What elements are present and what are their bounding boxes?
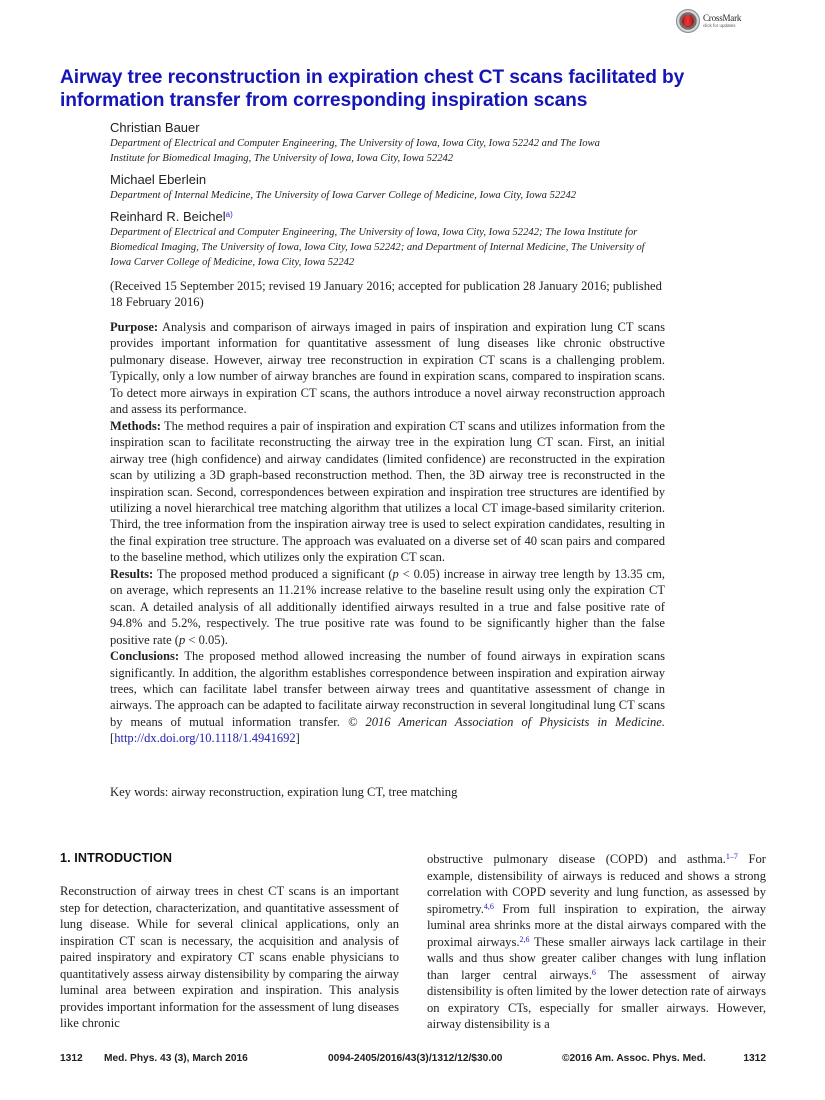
- results-text: < 0.05).: [185, 632, 228, 647]
- p-value-symbol: p: [178, 632, 186, 647]
- author-name: Michael Eberlein: [110, 172, 207, 187]
- citation-link[interactable]: 1–7: [725, 852, 738, 861]
- page-number-right: 1312: [743, 1053, 766, 1064]
- journal-citation: Med. Phys. 43 (3), March 2016: [104, 1053, 248, 1064]
- author-entry: [110, 172, 690, 203]
- author-name: Reinhard R. Beichel: [110, 209, 226, 224]
- author-name-with-footnote: [110, 209, 690, 225]
- author-entry: [110, 120, 690, 166]
- results-label: Results:: [110, 566, 154, 581]
- p-value-symbol: p: [392, 566, 399, 581]
- results-text: < 0.05) increase in airway tree length by 13.35 cm, on average, which represents an 11.21% increase relative to the baseline result using only the expiration CT scan. A detailed analysis of all additionally identified airways resulted in a true and false positive rate of 94.8% and 5.2%, respectively. The true positive rate was found to be significantly higher than the false positive rate (: [110, 566, 665, 647]
- author-list: [110, 120, 690, 276]
- body-column-left: [60, 883, 399, 1032]
- methods-text: The method requires a pair of inspiration and expiration CT scans and utilizes information from the inspiration scan to facilitate reconstructing the airway tree in the expiration lung CT scan. First, an initial airway tree (high confidence) and airway candidates (limited confidence) are reconstructed in the expiration scan by utilizing a 3D graph-based reconstruction method. Then, the 3D airway tree is reconstructed in the inspiration scan. Second, correspondences between expiration and inspiration tree structures are identified by utilizing a novel hierarchical tree matching algorithm that utilizes a local CT image-based similarity criterion. Third, the tree information from the inspiration airway tree is used to select expiration candidates, resulting in the final expiration tree structure. The approach was evaluated on a diverse set of 40 scan pairs and compared to the baseline method, which utilizes only the expiration CT scan.: [110, 418, 665, 565]
- section-heading-introduction: 1. INTRODUCTION: [60, 851, 173, 865]
- author-affiliation: Department of Electrical and Computer Engineering, The University of Iowa, Iowa City, Iowa 52242 and The Iowa Institute for Biomedical Imaging, The University of Iowa, Iowa City, Iowa 52242: [110, 138, 600, 164]
- abstract-results: [110, 566, 665, 648]
- purpose-label: Purpose:: [110, 320, 159, 334]
- page-number-left: 1312: [60, 1053, 83, 1064]
- results-text: The proposed method produced a significant (: [156, 566, 393, 581]
- paper-title: Airway tree reconstruction in expiration chest CT scans facilitated by information transfer from corresponding inspiration scans: [60, 67, 685, 111]
- citation-link[interactable]: 6: [591, 967, 596, 977]
- sentence: These smaller airways lack cartilage in their walls and thus show greater caliber changes with lung inflation than larger central airways.: [427, 934, 766, 982]
- author-affiliation: Department of Internal Medicine, The University of Iowa Carver College of Medicine, Iowa City, Iowa 52242: [110, 190, 577, 201]
- sentence: obstructive pulmonary disease (COPD) and asthma.: [427, 852, 726, 866]
- methods-label: Methods:: [110, 418, 161, 433]
- crossmark-subtitle: click for updates: [703, 22, 736, 28]
- paragraph: [427, 851, 766, 1033]
- sentence: The assessment of airway distensibility is often limited by the lower detection rate of airways on expiratory CTs, especially for smaller airways. However, airway distensibility is a: [427, 967, 766, 1031]
- body-column-right: [427, 851, 766, 1033]
- author-footnote-link[interactable]: a): [225, 210, 233, 219]
- received-dates: (Received 15 September 2015; revised 19 January 2016; accepted for publication 28 January 2016; published 18 February 2016): [110, 279, 662, 309]
- footer-copyright: ©2016 Am. Assoc. Phys. Med.: [562, 1053, 706, 1064]
- citation-link[interactable]: 2,6: [519, 934, 530, 944]
- author-affiliation: Department of Electrical and Computer Engineering, The University of Iowa, Iowa City, Iowa 52242; The Iowa Institute for Biomedical Imaging, The University of Iowa, Iowa City, Iowa 52242; and Department of Internal Medicine, The University of Iowa Carver College of Medicine, Iowa City, Iowa 52242: [110, 227, 645, 268]
- doi-bracket: ]: [295, 731, 300, 746]
- abstract-conclusions: [110, 648, 665, 747]
- sentence: From full inspiration to expiration, the airway luminal area shrinks more at the distal airways compared with the proximal airways.: [427, 901, 766, 949]
- doi-bracket: [: [110, 731, 115, 746]
- sentence: For example, distensibility of airways is reduced and shows a strong correlation with COPD severity and lung function, as assessed by spirometry.: [427, 852, 766, 916]
- conclusions-text: The proposed method allowed increasing the number of found airways in expiration scans significantly. In addition, the algorithm establishes correspondence between inspiration and expiration airway trees, which can facilitate label transfer between airway trees and quantitative assessment of change in airways. The approach can be adapted to facilitate airway reconstruction in several longitudinal lung CT scans by means of mutual information transfer.: [110, 649, 665, 729]
- abstract-methods: [110, 418, 665, 566]
- conclusions-label: Conclusions:: [110, 649, 180, 664]
- copyright-notice: © 2016 American Association of Physicists in Medicine.: [347, 714, 665, 729]
- author-name: Christian Bauer: [110, 120, 200, 135]
- paragraph: Reconstruction of airway trees in chest CT scans is an important step for detection, characterization, and quantitative assessment of lung disease. While for several clinical applications, only an inspiration CT scan is necessary, the acquisition and analysis of paired inspiratory and expiratory CT scans enable physicians to quantitatively assess airway distensibility by comparing the airway luminal area between expiration and inspiration. This analysis provides important information for the assessment of lung diseases like chronic: [60, 884, 399, 1030]
- crossmark-icon: [676, 9, 700, 33]
- page-footer: [60, 1053, 766, 1067]
- abstract-purpose: [110, 319, 665, 418]
- purpose-text: Analysis and comparison of airways imaged in pairs of inspiration and expiration lung CT scans provides important information for quantitative assessment of lung diseases like chronic obstructive pulmonary disease. However, airway tree reconstruction in expiration CT scans is a challenging problem. Typically, only a low number of airway branches are found in expiration scans, compared to inspiration scans. To detect more airways in expiration CT scans, the authors introduce a novel airway reconstruction approach and assess its performance.: [110, 320, 665, 417]
- citation-link[interactable]: 4,6: [483, 901, 494, 911]
- keywords: Key words: airway reconstruction, expiration lung CT, tree matching: [110, 785, 458, 799]
- abstract: [110, 319, 665, 747]
- crossmark-badge[interactable]: [676, 9, 741, 33]
- doi-link[interactable]: http://dx.doi.org/10.1118/1.4941692: [114, 731, 296, 746]
- crossmark-title: CrossMark: [703, 12, 742, 23]
- article-code: 0094-2405/2016/43(3)/1312/12/$30.00: [328, 1053, 503, 1064]
- author-entry: [110, 209, 690, 270]
